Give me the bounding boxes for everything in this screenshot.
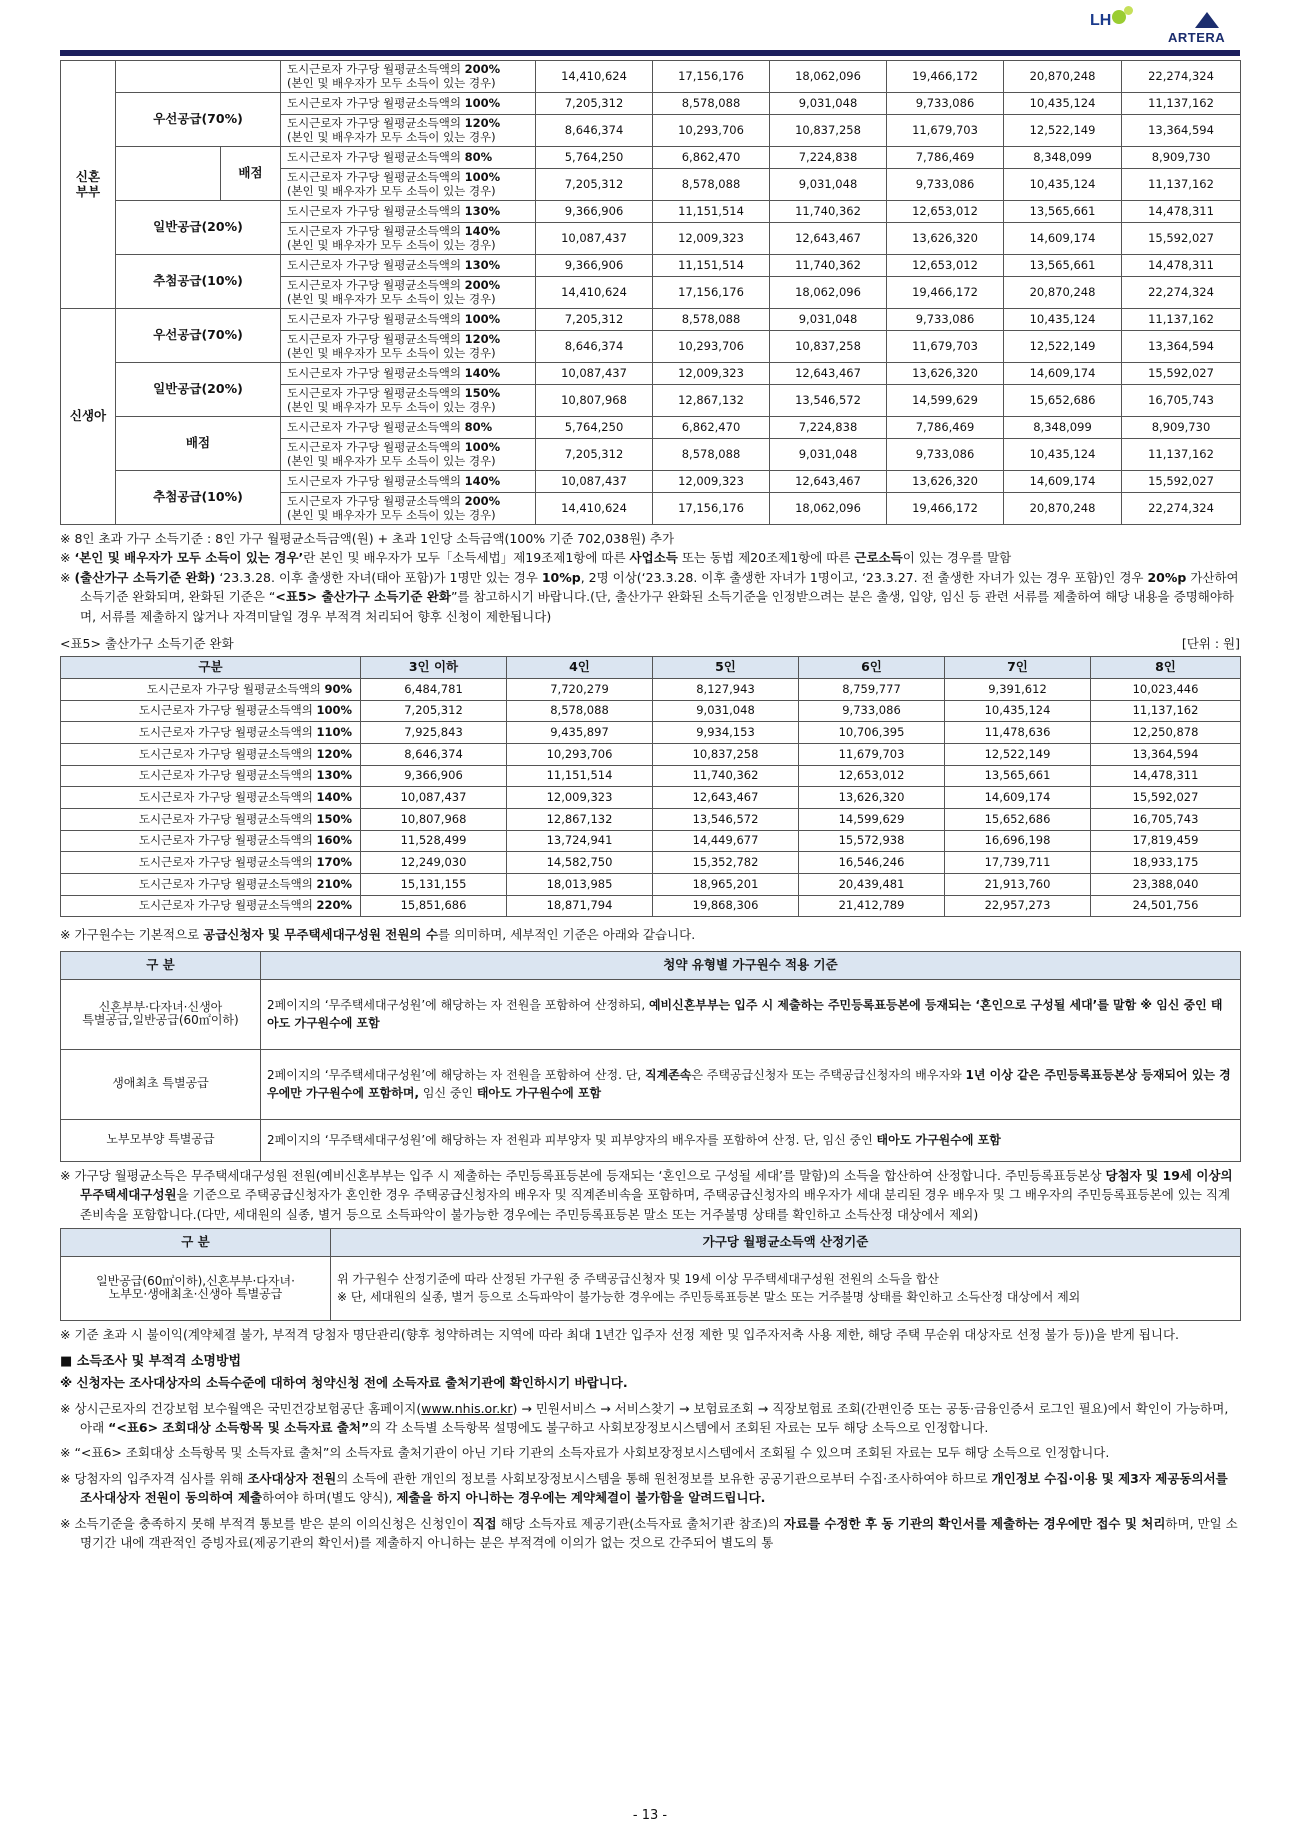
household-row-label: 신혼부부·다자녀·신생아 특별공급,일반공급(60㎡이하) [61,979,261,1049]
table5-value: 13,724,941 [507,830,653,852]
income-value: 14,410,624 [536,61,653,93]
criteria-text: 도시근로자 가구당 월평균소득액의 80% [281,147,536,169]
supply-type-label [116,147,221,201]
table5-value: 8,127,943 [653,678,799,700]
income-value: 7,224,838 [770,417,887,439]
income-value: 7,205,312 [536,309,653,331]
table5-value: 18,933,175 [1091,852,1241,874]
income-value: 20,870,248 [1004,493,1122,525]
income-value: 9,733,086 [887,93,1004,115]
table5-value: 11,137,162 [1091,700,1241,722]
income-value: 10,435,124 [1004,169,1122,201]
table5-value: 16,546,246 [799,852,945,874]
income-value: 9,733,086 [887,169,1004,201]
household-row-label: 노부모부양 특별공급 [61,1119,261,1161]
table5-header: 6인 [799,656,945,678]
income-value: 9,733,086 [887,309,1004,331]
table5-header: 7인 [945,656,1091,678]
income-value: 8,646,374 [536,115,653,147]
table5-value: 11,528,499 [361,830,507,852]
criteria-text: 도시근로자 가구당 월평균소득액의 150% (본인 및 배우자가 모두 소득이 있는 경우) [281,385,536,417]
table5-value: 11,478,636 [945,722,1091,744]
criteria-row [61,363,1241,385]
supply-type-label: 추첨공급(10%) [116,471,281,525]
income-value: 14,410,624 [536,493,653,525]
table5-value: 8,646,374 [361,743,507,765]
income-value: 13,626,320 [887,223,1004,255]
table5-row-label: 도시근로자 가구당 월평균소득액의 220% [61,895,361,917]
income-value: 18,062,096 [770,493,887,525]
income-value: 15,592,027 [1122,471,1241,493]
table5-value: 8,759,777 [799,678,945,700]
table5-row-label: 도시근로자 가구당 월평균소득액의 160% [61,830,361,852]
income-value: 17,156,176 [653,493,770,525]
income-value: 7,205,312 [536,93,653,115]
income-value: 15,652,686 [1004,385,1122,417]
income-value: 9,031,048 [770,439,887,471]
income-value: 12,867,132 [653,385,770,417]
table5-value: 10,023,446 [1091,678,1241,700]
income-value: 13,626,320 [887,471,1004,493]
income-value: 8,578,088 [653,309,770,331]
income-value: 13,546,572 [770,385,887,417]
income-value: 10,435,124 [1004,439,1122,471]
income-value: 14,478,311 [1122,255,1241,277]
table5-row [61,874,1241,896]
table5-header: 8인 [1091,656,1241,678]
income-value: 11,679,703 [887,115,1004,147]
income-value: 9,031,048 [770,309,887,331]
income-value: 8,578,088 [653,93,770,115]
income-value: 11,137,162 [1122,309,1241,331]
income-col-category: 구 분 [61,1228,331,1256]
income-value: 12,522,149 [1004,115,1122,147]
income-value: 11,137,162 [1122,169,1241,201]
income-value: 11,740,362 [770,201,887,223]
criteria-row [61,201,1241,223]
income-value: 18,062,096 [770,61,887,93]
income-value: 7,224,838 [770,147,887,169]
criteria-text: 도시근로자 가구당 월평균소득액의 200% (본인 및 배우자가 모두 소득이 있는 경우) [281,277,536,309]
income-value: 8,578,088 [653,439,770,471]
household-col-category: 구 분 [61,951,261,979]
table5-value: 20,439,481 [799,874,945,896]
table5-value: 11,151,514 [507,765,653,787]
criteria-text: 도시근로자 가구당 월평균소득액의 140% (본인 및 배우자가 모두 소득이 있는 경우) [281,223,536,255]
income-value: 15,592,027 [1122,223,1241,255]
income-value: 19,466,172 [887,277,1004,309]
criteria-row [61,471,1241,493]
table5-row-label: 도시근로자 가구당 월평균소득액의 90% [61,678,361,700]
supply-type-label: 우선공급(70%) [116,309,281,363]
note-over-8: ※ 8인 초과 가구 소득기준 : 8인 가구 월평균소득금액(원) + 초과 1인당 소득금액(100% 기준 702,038원) 추가 [60,531,675,546]
table5-value: 13,546,572 [653,809,799,831]
table5-value: 19,868,306 [653,895,799,917]
criteria-row [61,147,1241,169]
income-value: 8,348,099 [1004,147,1122,169]
income-notes [60,529,1240,626]
household-count-table [60,951,1241,1162]
table5-value: 11,679,703 [799,743,945,765]
table5-row [61,787,1241,809]
table5-value: 10,435,124 [945,700,1091,722]
table5-value: 18,871,794 [507,895,653,917]
lh-logo-dot-small-icon [1124,6,1133,15]
income-value: 13,626,320 [887,363,1004,385]
table5-row-label: 도시근로자 가구당 월평균소득액의 120% [61,743,361,765]
table5-value: 9,391,612 [945,678,1091,700]
income-value: 11,151,514 [653,255,770,277]
table5-value: 13,626,320 [799,787,945,809]
table5-header: 구분 [61,656,361,678]
page-number: - 13 - [632,1808,668,1823]
table5-value: 14,599,629 [799,809,945,831]
income-value: 12,643,467 [770,471,887,493]
criteria-text: 도시근로자 가구당 월평균소득액의 100% (본인 및 배우자가 모두 소득이 있는 경우) [281,169,536,201]
table5-value: 14,609,174 [945,787,1091,809]
table5-value: 10,293,706 [507,743,653,765]
income-value: 9,031,048 [770,169,887,201]
table5-value: 21,412,789 [799,895,945,917]
table5-value: 14,478,311 [1091,765,1241,787]
supply-type-label [116,61,281,93]
income-value: 10,087,437 [536,471,653,493]
criteria-row [61,61,1241,93]
income-value: 17,156,176 [653,277,770,309]
table5-value: 17,739,711 [945,852,1091,874]
income-value: 12,009,323 [653,471,770,493]
household-row-text: 2페이지의 ‘무주택세대구성원’에 해당하는 자 전원과 피부양자 및 피부양자의 배우자를 포함하여 산정. 단, 임신 중인 태아도 가구원수에 포함 [261,1119,1241,1161]
income-col-criteria: 가구당 월평균소득액 산정기준 [331,1228,1241,1256]
lh-logo: LH [1090,12,1112,29]
table5-value: 14,582,750 [507,852,653,874]
table5-row [61,678,1241,700]
income-value: 14,609,174 [1004,471,1122,493]
criteria-text: 도시근로자 가구당 월평균소득액의 100% [281,309,536,331]
table5-caption [60,634,1240,652]
table5-value: 21,913,760 [945,874,1091,896]
table5-unit: [단위 : 원] [1181,635,1240,651]
table5-value: 15,652,686 [945,809,1091,831]
income-value: 7,786,469 [887,417,1004,439]
table5-value: 18,013,985 [507,874,653,896]
income-value: 12,643,467 [770,223,887,255]
supply-type-label: 일반공급(20%) [116,201,281,255]
criteria-text: 도시근로자 가구당 월평균소득액의 130% [281,201,536,223]
table5-value: 16,705,743 [1091,809,1241,831]
income-value: 22,274,324 [1122,61,1241,93]
income-value: 8,909,730 [1122,147,1241,169]
nhis-link[interactable]: www.nhis.or.kr [421,1400,513,1416]
income-value: 13,364,594 [1122,115,1241,147]
income-value: 8,909,730 [1122,417,1241,439]
table5-value: 11,740,362 [653,765,799,787]
note-birth-relief: ※ (출산가구 소득기준 완화) ‘23.3.28. 이후 출생한 자녀(태아 포함)가 1명만 있는 경우 10%p, 2명 이상(‘23.3.28. 이후 출생한 자녀가 1명이고, ‘23.3.27. 전 출생한 자녀가 있는 경우 포함)인 경우 20%p 가산하여 소득기준 완화되며, 완화된 기준은 “<표5> 출산가구 소득기준 완화”를 참고하시기 바랍니다.(단, 출산가구 완화된 소득기준을 인정받으려는 분은 출생, 입양, 임신 등 관련 서류를 제출하여 해당 내용을 증명해야하며, 서류를 제출하지 않거나 자격미달일 경우 부적격 처리되어 향후 신청이 제한됩니다) [60,569,1239,624]
income-value: 10,807,968 [536,385,653,417]
criteria-text: 도시근로자 가구당 월평균소득액의 120% (본인 및 배우자가 모두 소득이 있는 경우) [281,331,536,363]
income-value: 13,364,594 [1122,331,1241,363]
household-row-label: 생애최초 특별공급 [61,1049,261,1119]
income-value: 10,087,437 [536,223,653,255]
income-calc-table [60,1228,1241,1321]
supply-type-label: 일반공급(20%) [116,363,281,417]
income-value: 22,274,324 [1122,493,1241,525]
income-value: 6,862,470 [653,417,770,439]
table5-header: 3인 이하 [361,656,507,678]
table5-value: 16,696,198 [945,830,1091,852]
income-criteria-table [60,60,1241,525]
table5-row-label: 도시근로자 가구당 월평균소득액의 210% [61,874,361,896]
income-value: 10,293,706 [653,331,770,363]
criteria-text: 도시근로자 가구당 월평균소득액의 80% [281,417,536,439]
section-title: ■ 소득조사 및 부적격 소명방법 [60,1354,242,1370]
income-value: 12,522,149 [1004,331,1122,363]
criteria-text: 도시근로자 가구당 월평균소득액의 140% [281,471,536,493]
income-value: 12,009,323 [653,363,770,385]
income-value: 11,679,703 [887,331,1004,363]
table5-row [61,895,1241,917]
income-value: 14,410,624 [536,277,653,309]
income-value: 13,565,661 [1004,201,1122,223]
table5-value: 23,388,040 [1091,874,1241,896]
income-value: 5,764,250 [536,147,653,169]
table5-value: 13,364,594 [1091,743,1241,765]
income-value: 10,837,258 [770,331,887,363]
income-value: 20,870,248 [1004,277,1122,309]
criteria-text: 도시근로자 가구당 월평균소득액의 100% (본인 및 배우자가 모두 소득이 있는 경우) [281,439,536,471]
table5-value: 12,009,323 [507,787,653,809]
criteria-text: 도시근로자 가구당 월평균소득액의 100% [281,93,536,115]
income-value: 12,009,323 [653,223,770,255]
table5-row [61,743,1241,765]
table5-row-label: 도시근로자 가구당 월평균소득액의 110% [61,722,361,744]
table5-value: 12,522,149 [945,743,1091,765]
category-label: 신생아 [61,309,116,525]
income-value: 10,837,258 [770,115,887,147]
table5-value: 24,501,756 [1091,895,1241,917]
criteria-text: 도시근로자 가구당 월평균소득액의 200% (본인 및 배우자가 모두 소득이 있는 경우) [281,493,536,525]
table5-row-label: 도시근로자 가구당 월평균소득액의 140% [61,787,361,809]
criteria-text: 도시근로자 가구당 월평균소득액의 140% [281,363,536,385]
income-value: 20,870,248 [1004,61,1122,93]
supply-type-label: 배점 [116,417,281,471]
artera-logo: ARTERA [1168,30,1226,45]
income-value: 10,435,124 [1004,309,1122,331]
criteria-text: 도시근로자 가구당 월평균소득액의 200% (본인 및 배우자가 모두 소득이 있는 경우) [281,61,536,93]
income-calc-note: ※ 가구당 월평균소득은 무주택세대구성원 전원(예비신혼부부는 입주 시 제출하는 주민등록표등본에 등재되는 ‘혼인으로 구성될 세대’를 말함)의 소득을 합산하여 산정합니다. 주민등록표등본상 당첨자 및 19세 이상의 무주택세대구성원을 기준으로 주택공급신청자가 혼인한 경우 주택공급신청자의 배우자 및 직계존비속을 포함하며, 주택공급신청자의 배우자가 세대 분리된 경우 배우자 및 그 배우자의 주민등록표등본에 있는 직계존비속을 포함합니다.(다만, 세대원의 실종, 별거 등으로 소득파악이 불가능한 경우에는 주민등록표등본 말소 또는 거주불명 상태를 확인하고 소득산정 대상에서 제외) [60,1167,1233,1222]
table5-value: 17,819,459 [1091,830,1241,852]
table5-value: 14,449,677 [653,830,799,852]
income-value: 19,466,172 [887,493,1004,525]
table5-value: 9,934,153 [653,722,799,744]
table5-value: 13,565,661 [945,765,1091,787]
allot-label: 배점 [221,147,281,201]
household-row-text: 2페이지의 ‘무주택세대구성원’에 해당하는 자 전원을 포함하여 산정. 단, 직계존속은 주택공급신청자 또는 주택공급신청자의 배우자와 1년 이상 같은 주민등록표등본상 등재되어 있는 경우에만 가구원수에 포함하며, 임신 중인 태아도 가구원수에 포함 [261,1049,1241,1119]
income-value: 10,293,706 [653,115,770,147]
table5-value: 18,965,201 [653,874,799,896]
income-value: 5,764,250 [536,417,653,439]
table5-row-label: 도시근로자 가구당 월평균소득액의 170% [61,852,361,874]
income-value: 7,205,312 [536,439,653,471]
income-value: 10,435,124 [1004,93,1122,115]
note-dual-income: ※ ‘본인 및 배우자가 모두 소득이 있는 경우’란 본인 및 배우자가 모두「소득세법」제19조제1항에 따른 사업소득 또는 동법 제20조제1항에 따른 근로소득이 있는 경우를 말함 [60,550,1012,566]
income-value: 22,274,324 [1122,277,1241,309]
income-row-label: 일반공급(60㎡이하),신혼부부·다자녀· 노부모·생애최초·신생아 특별공급 [61,1256,331,1320]
income-value: 12,653,012 [887,201,1004,223]
table5-value: 9,031,048 [653,700,799,722]
table5-value: 7,925,843 [361,722,507,744]
table5-value: 10,807,968 [361,809,507,831]
table5-row-label: 도시근로자 가구당 월평균소득액의 100% [61,700,361,722]
income-value: 7,786,469 [887,147,1004,169]
household-row-text: 2페이지의 ‘무주택세대구성원’에 해당하는 자 전원을 포함하여 산정하되, 예비신혼부부는 입주 시 제출하는 주민등록표등본에 등재되는 ‘혼인으로 구성될 세대’를 말함 ※ 임신 중인 태아도 가구원수에 포함 [261,979,1241,1049]
table5-row [61,700,1241,722]
income-value: 16,705,743 [1122,385,1241,417]
table5-value: 12,653,012 [799,765,945,787]
income-row-text: 위 가구원수 산정기준에 따라 산정된 가구원 중 주택공급신청자 및 19세 이상 무주택세대구성원 전원의 소득을 합산 ※ 단, 세대원의 실종, 별거 등으로 소득파악이 불가능한 경우에는 주민등록표등본 말소 또는 거주불명 상태를 확인하고 소득산정 대상에서 제외 [331,1256,1241,1320]
income-value: 7,205,312 [536,169,653,201]
income-value: 14,609,174 [1004,223,1122,255]
over-criteria-note: ※ 기준 초과 시 불이익(계약체결 불가, 부적격 당첨자 명단관리(향후 청약하려는 지역에 따라 최대 1년간 입주자 선정 제한 및 입주자저축 사용 제한, 해당 주택 무순위 대상자로 선정 불가 등))을 받게 됩니다. [60,1326,1180,1342]
table5-row [61,765,1241,787]
table5-row [61,722,1241,744]
income-value: 11,740,362 [770,255,887,277]
table5-value: 6,484,781 [361,678,507,700]
income-value: 12,643,467 [770,363,887,385]
criteria-text: 도시근로자 가구당 월평균소득액의 130% [281,255,536,277]
table5-value: 15,851,686 [361,895,507,917]
income-value: 6,862,470 [653,147,770,169]
income-value: 9,366,906 [536,201,653,223]
income-value: 9,733,086 [887,439,1004,471]
income-value: 18,062,096 [770,277,887,309]
criteria-text: 도시근로자 가구당 월평균소득액의 120% (본인 및 배우자가 모두 소득이 있는 경우) [281,115,536,147]
income-value: 11,137,162 [1122,439,1241,471]
table5-value: 9,733,086 [799,700,945,722]
income-value: 15,592,027 [1122,363,1241,385]
criteria-row [61,93,1241,115]
category-label: 신혼 부부 [61,61,116,309]
income-value: 9,031,048 [770,93,887,115]
table5-value: 12,867,132 [507,809,653,831]
table5-value: 8,578,088 [507,700,653,722]
income-value: 14,478,311 [1122,201,1241,223]
birth-household-table [60,656,1241,918]
table5-row [61,809,1241,831]
income-value: 14,609,174 [1004,363,1122,385]
household-note: ※ 가구원수는 기본적으로 공급신청자 및 무주택세대구성원 전원의 수를 의미하며, 세부적인 기준은 아래와 같습니다. [60,927,696,943]
table5-row-label: 도시근로자 가구당 월평균소득액의 150% [61,809,361,831]
income-value: 13,565,661 [1004,255,1122,277]
income-value: 14,599,629 [887,385,1004,417]
table5-value: 12,643,467 [653,787,799,809]
income-value: 11,151,514 [653,201,770,223]
table5-value: 10,837,258 [653,743,799,765]
supply-type-label: 우선공급(70%) [116,93,281,147]
table5-value: 10,087,437 [361,787,507,809]
income-value: 8,578,088 [653,169,770,201]
income-value: 11,137,162 [1122,93,1241,115]
header-rule [60,50,1240,56]
table5-row [61,852,1241,874]
table5-value: 15,572,938 [799,830,945,852]
income-value: 19,466,172 [887,61,1004,93]
income-value: 12,653,012 [887,255,1004,277]
criteria-row [61,417,1241,439]
table5-value: 9,435,897 [507,722,653,744]
table5-value: 12,249,030 [361,852,507,874]
page-content [60,60,1240,1552]
table5-value: 7,720,279 [507,678,653,700]
criteria-row [61,309,1241,331]
table5-value: 15,131,155 [361,874,507,896]
table5-value: 15,352,782 [653,852,799,874]
table5-title: <표5> 출산가구 소득기준 완화 [60,635,234,651]
income-value: 8,646,374 [536,331,653,363]
table5-header: 4인 [507,656,653,678]
income-value: 8,348,099 [1004,417,1122,439]
table5-value: 9,366,906 [361,765,507,787]
table5-value: 22,957,273 [945,895,1091,917]
table5-header: 5인 [653,656,799,678]
supply-type-label: 추첨공급(10%) [116,255,281,309]
section-notes: ※ 신청자는 조사대상자의 소득수준에 대하여 청약신청 전에 소득자료 출처기관에 확인하시기 바랍니다. ※ 상시근로자의 건강보험 보수월액은 국민건강보험공단 홈페이지(www.nhis.or.kr) → 민원서비스 → 서비스찾기 → 보험료조회 → 직장보험료 조회(간편인증 또는 공동·금융인증서 로그인 필요)에서 확인이 가능하며, 아래 “<표6> 조회대상 소득항목 및 소득자료 출처”의 각 소득별 소득항목 설명에도 불구하고 사회보장정보시스템에서 조회된 자료는 모두 해당 소득으로 인정합니다. ※ “<표6> 조회대상 소득항목 및 소득자료 출처”의 소득자료 출처기관이 아닌 기타 기관의 소득자료가 사회보장정보시스템에서 조회될 수 있으며 조회된 자료는 모두 해당 소득으로 인정합니다. ※ 당첨자의 입주자격 심사를 위해 조사대상자 전원의 소득에 관한 개인의 정보를 사회보장정보시스템을 통해 원천정보를 보유한 공공기관으로부터 수집·조사하여야 하므로 개인정보 수집·이용 및 제3자 제공동의서를 조사대상자 전원이 동의하여 제출하여야 하며(별도 양식), 제출을 하지 아니하는 경우에는 계약체결이 불가함을 알려드립니다. ※ 소득기준을 충족하지 못해 부적격 통보를 받은 분의 이의신청은 신청인이 직접 해당 소득자료 제공기관(소득자료 출처기관 참조)의 자료를 수정한 후 동 기관의 확인서를 제출하는 경우에만 접수 및 처리하며, 만일 소명기간 내에 객관적인 증빙자료(제공기관의 확인서)를 제출하지 아니하는 분은 부적격에 이의가 없는 것으로 간주되어 별도의 통 [60,1375,1238,1550]
artera-logo-icon [1195,12,1219,28]
table5-row [61,830,1241,852]
table5-value: 15,592,027 [1091,787,1241,809]
income-value: 17,156,176 [653,61,770,93]
criteria-row [61,255,1241,277]
household-col-criteria: 청약 유형별 가구원수 적용 기준 [261,951,1241,979]
table5-value: 12,250,878 [1091,722,1241,744]
page-header [0,0,1300,52]
income-value: 10,087,437 [536,363,653,385]
income-value: 9,366,906 [536,255,653,277]
table5-row-label: 도시근로자 가구당 월평균소득액의 130% [61,765,361,787]
table5-value: 10,706,395 [799,722,945,744]
table5-value: 7,205,312 [361,700,507,722]
